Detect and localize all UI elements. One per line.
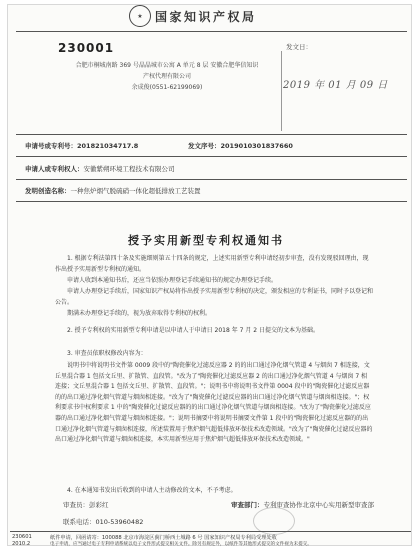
paragraph-3: 申请人办理登记手续后，国家知识产权局将作出授予实用新型专利权的决定，颁发相应的专利证书，同时予以登记和公告。: [55, 288, 374, 306]
serial-row: [188, 141, 293, 150]
send-date-value: 2019 年 01 月 09 日: [283, 80, 388, 91]
header-rule: [16, 31, 407, 32]
invention-title: 一种焦炉烟气脱硫硝一体化超低排放工艺装置: [70, 187, 201, 195]
applicant-row: [25, 164, 175, 173]
paragraph-1: 1. 根据专利法第四十条及实施细则第五十四条的规定，上述实用新型专利申请经初步审查，没有发现驳回理由，现作出授予实用新型专利权的通知。: [55, 255, 369, 273]
form-code: 230601: [12, 534, 32, 540]
application-number: 201821034717.8: [77, 142, 139, 150]
application-rule-3: [16, 201, 407, 202]
department-label: 审查部门：: [231, 501, 264, 509]
send-date-box: [281, 51, 396, 131]
office-title: 国家知识产权局: [155, 10, 257, 24]
phone-row: [63, 517, 143, 526]
phone-label: 联系电话：: [63, 518, 96, 526]
serial-label: 发文序号：: [188, 142, 221, 150]
paragraph-2: 申请人收到本通知书后，还应当依照办理登记手续通知书的规定办理登记手续。: [67, 277, 278, 284]
postal-code: 230001: [58, 41, 115, 55]
serial-number: 2019010301837660: [220, 142, 293, 150]
department-name: 专利审查协作北京中心实用新型审查部: [263, 501, 374, 509]
national-emblem-seal-icon: ★: [129, 5, 151, 27]
paragraph-5: 2. 授予专利权的实用新型专利申请是以申请人于申请日 2018 年 7 月 2 日提交的文本为基础。: [67, 327, 319, 334]
examiner-row: [63, 500, 109, 509]
contact: 余成俊(0551-62199069): [131, 84, 203, 91]
address-block: [58, 60, 276, 93]
department-row: [231, 500, 374, 509]
footer-note-2: 电子申请，应当通过电子专利申请系统以电子文件形式提交相关文件。除另有规定外，以纸件等其他形式提交的文件视为未提交。: [50, 542, 312, 547]
applicant-label: 申请人或专利权人：: [25, 165, 84, 173]
application-rule-2: [16, 179, 407, 180]
application-rule-1: [16, 156, 407, 157]
address-line-2: 产权代理有限公司: [142, 73, 191, 80]
footer-rule: [10, 531, 411, 532]
applicant-name: 安徽紫朔环境工程技术有限公司: [83, 165, 175, 173]
footer-note-1: 纸件申请，回函请寄：100088 北京市海淀区蓟门桥西土城路 6 号 国家知识产权局专利局受理处收: [50, 535, 277, 541]
examiner-name: 彭彩红: [89, 501, 109, 509]
phone-number: 010-53960482: [95, 518, 144, 526]
invention-title-row: [25, 186, 201, 195]
invention-title-label: 发明创造名称：: [25, 187, 71, 195]
application-number-row: [25, 141, 138, 150]
paragraph-6: 3. 审查员依职权修改内容为：: [67, 350, 147, 357]
application-top-rule: [16, 134, 407, 135]
send-date-label: 发文日：: [286, 43, 312, 51]
address-line-1: 合肥市桐城南路 369 号晶晶城市公寓 A 单元 8 层 安徽合肥华信知识: [75, 62, 259, 69]
examiner-label: 审查员：: [63, 501, 89, 509]
paragraph-7: 说明书中将说明书文件第 0009 段中的"陶瓷催化过滤反应器 2 的的出口通过净化烟气管道 4 与烟囱 7 相连接，文丘里混合器 1 包括文丘里、扩散管、直段管。"改为了"陶瓷催化过滤反应器 2 的出口通过净化烟气管道 4 与烟囱 7 相连接；文丘里混合器 1 包括文丘里、扩散管、直段管。"；说明书中将说明书文件第 0004 段中的"陶瓷催化过滤反应器的的出口通过净化烟气管道与烟囱相连接。"改为了"陶瓷催化过滤反应器的出口通过净化烟气管道与烟囱相连接。"；权利要求书中权利要求 1 中的"陶瓷催化过滤反应器的的出口通过净化烟气管道与烟囱相连接。"改为了"陶瓷催化过滤反应器的出口通过净化烟气管道与烟囱相连接。"；说明书摘要中将说明书摘要文件第 1 段中的"陶瓷催化过滤反应器的的出口通过净化烟气管道与烟囱相连接，所述装置用于焦炉烟气超低排放环保技术改造领域。"改为了"陶瓷催化过滤反应器的出口通过净化烟气管道与烟囱相连接，本实用新型应用于焦炉烟气超低排放环保技术改造领域。": [55, 362, 373, 444]
paragraph-8: 4. 在本通知书发出后收到的申请人主动修改的文本，不予考虑。: [67, 487, 237, 494]
application-number-label: 申请号或专利号：: [25, 142, 77, 150]
document-title: 授予实用新型专利权通知书: [128, 234, 284, 247]
form-date: 2010.2: [12, 541, 31, 547]
paragraph-4: 期满未办理登记手续的，视为放弃取得专利权的权利。: [67, 310, 212, 317]
